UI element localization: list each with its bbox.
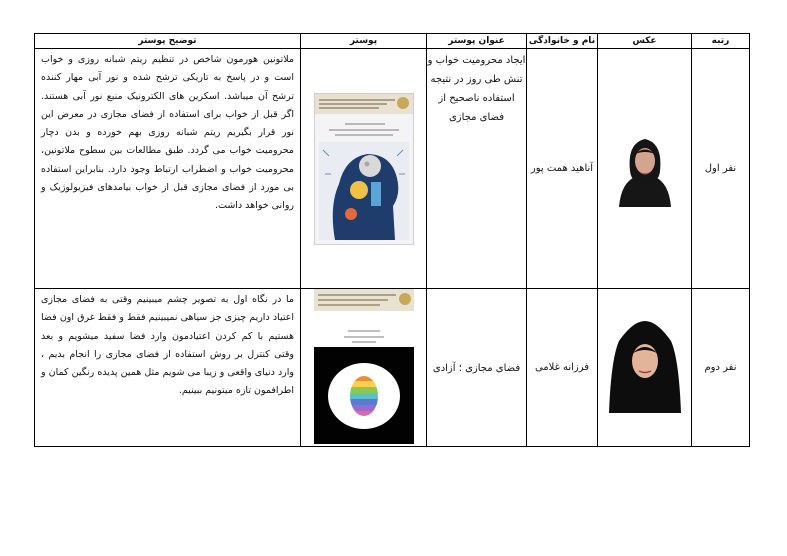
name-cell: فرزانه غلامی [527,289,598,447]
header-title: عنوان پوستر [427,34,527,49]
description-cell: ما در نگاه اول به تصویر چشم میبینیم وقتی به فضای مجازی اعتیاد داریم چیزی جز سیاهی نمیبینیم فقط و فقط غرق اون فضا هستیم با کم کردن اعتیادمون وارد فضا سفید میشویم و بعد وقتی کنترل بر روش استفاده از فضای مجازی را انجام بدیم ، وارد دنیای واقعی و زیبا می شویم مثل همین پدیده رنگین کمان و اطرافمون تازه میتونیم ببینیم. [35,289,301,447]
description-cell: ملاتونین هورمون شاخص در تنظیم ریتم شبانه روزی و خواب است و در پاسخ به تاریکی ترشح شده و نور آبی مهار کننده ترشح آن میباشد. اسکرین های الکترونیک منبع نور آبی هستند. اگر قبل از خواب برای استفاده از فضای مجازی در معرض این نور قرار بگیریم ریتم شبانه روزی بهم خورده و بدن دچار محرومیت خواب می گردد. طبق مطالعات بین سطوح ملاتونین، محرومیت خواب و اضطراب ارتباط وجود دارد. بنابراین استفاده بی مورد از فضای مجازی قبل از خواب بیامدهای فیزیولوژیک و روانی خواهد داشت. [35,49,301,289]
header-name: نام و خانوادگی [527,34,598,49]
photo-cell [598,49,692,289]
title-cell: فضای مجازی ؛ آزادی [427,289,527,447]
header-poster: پوستر [301,34,427,49]
poster-image [314,289,414,444]
participant-photo [605,319,685,413]
poster-cell [301,49,427,289]
header-photo: عکس [598,34,692,49]
poster-cell [301,289,427,447]
participant-photo [613,127,677,207]
poster-image [314,93,414,245]
rank-cell: نفر اول [692,49,750,289]
table-row [35,289,750,447]
title-cell: ایجاد محرومیت خواب و تنش طی روز در نتیجه استفاده ناصحیح از فضای مجازی [427,49,527,289]
header-row [35,34,750,49]
posters-table [34,33,750,447]
name-cell: آناهید همت پور [527,49,598,289]
photo-cell [598,289,692,447]
table-row [35,49,750,289]
header-description: توضیح پوستر [35,34,301,49]
rank-cell: نفر دوم [692,289,750,447]
header-rank: رتبه [692,34,750,49]
